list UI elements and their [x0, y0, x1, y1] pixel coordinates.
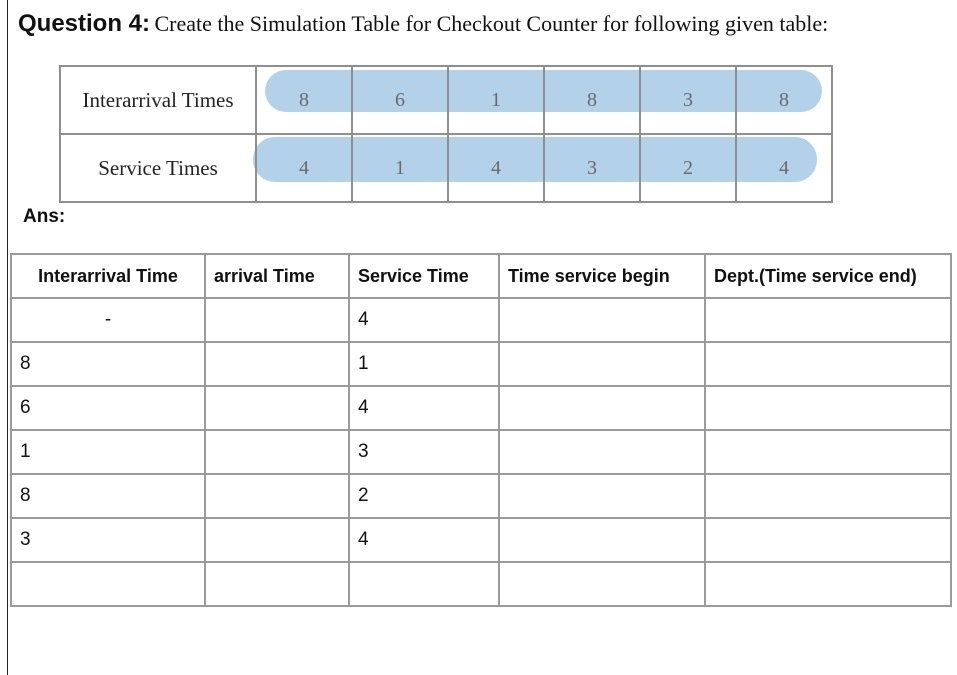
header-interarrival-time: Interarrival Time [11, 254, 205, 298]
given-row-label: Interarrival Times [60, 66, 256, 134]
given-row-service [60, 134, 832, 202]
given-row-label: Service Times [60, 134, 256, 202]
cell-interarrival: 3 [11, 518, 205, 562]
cell-service-end[interactable] [705, 562, 951, 606]
given-cell: 1 [352, 134, 448, 202]
cell-interarrival: 8 [11, 342, 205, 386]
question-heading [18, 10, 828, 38]
header-time-service-begin: Time service begin [499, 254, 705, 298]
given-cell: 3 [544, 134, 640, 202]
cell-arrival[interactable] [205, 386, 349, 430]
table-row [11, 562, 951, 606]
cell-service: 4 [349, 298, 499, 342]
cell-interarrival: - [11, 298, 205, 342]
given-cell: 8 [256, 66, 352, 134]
cell-interarrival: 8 [11, 474, 205, 518]
cell-service: 3 [349, 430, 499, 474]
header-time-service-end: Dept.(Time service end) [705, 254, 951, 298]
given-row-interarrival [60, 66, 832, 134]
given-cell: 8 [736, 66, 832, 134]
given-cell: 8 [544, 66, 640, 134]
cell-arrival[interactable] [205, 474, 349, 518]
cell-interarrival: 1 [11, 430, 205, 474]
header-service-time: Service Time [349, 254, 499, 298]
simulation-table [10, 253, 952, 607]
header-arrival-time: arrival Time [205, 254, 349, 298]
table-row [11, 298, 951, 342]
cell-service-begin[interactable] [499, 342, 705, 386]
table-row [11, 342, 951, 386]
given-data-table [59, 65, 833, 203]
left-margin-rule [7, 0, 8, 675]
table-row [11, 474, 951, 518]
given-cell: 4 [736, 134, 832, 202]
cell-service: 1 [349, 342, 499, 386]
cell-service-begin[interactable] [499, 562, 705, 606]
cell-arrival[interactable] [205, 342, 349, 386]
cell-interarrival: 6 [11, 386, 205, 430]
given-cell: 2 [640, 134, 736, 202]
cell-arrival[interactable] [205, 430, 349, 474]
given-cell: 3 [640, 66, 736, 134]
given-cell: 4 [448, 134, 544, 202]
cell-service: 4 [349, 518, 499, 562]
cell-service-begin[interactable] [499, 518, 705, 562]
given-cell: 4 [256, 134, 352, 202]
cell-service-end[interactable] [705, 474, 951, 518]
cell-service[interactable] [349, 562, 499, 606]
cell-service-end[interactable] [705, 298, 951, 342]
cell-service-end[interactable] [705, 386, 951, 430]
given-cell: 6 [352, 66, 448, 134]
cell-service-begin[interactable] [499, 474, 705, 518]
cell-service-end[interactable] [705, 342, 951, 386]
cell-service-begin[interactable] [499, 298, 705, 342]
cell-service-end[interactable] [705, 430, 951, 474]
cell-arrival[interactable] [205, 562, 349, 606]
cell-interarrival[interactable] [11, 562, 205, 606]
table-row [11, 430, 951, 474]
cell-arrival[interactable] [205, 298, 349, 342]
table-row [11, 386, 951, 430]
given-cell: 1 [448, 66, 544, 134]
question-text: Create the Simulation Table for Checkout Counter for following given table: [154, 11, 829, 36]
cell-service-end[interactable] [705, 518, 951, 562]
table-row [11, 518, 951, 562]
cell-service: 4 [349, 386, 499, 430]
question-number: Question 4: [18, 10, 151, 37]
cell-service-begin[interactable] [499, 386, 705, 430]
answer-label: Ans: [23, 206, 66, 227]
simulation-header-row [11, 254, 951, 298]
cell-service: 2 [349, 474, 499, 518]
cell-service-begin[interactable] [499, 430, 705, 474]
cell-arrival[interactable] [205, 518, 349, 562]
